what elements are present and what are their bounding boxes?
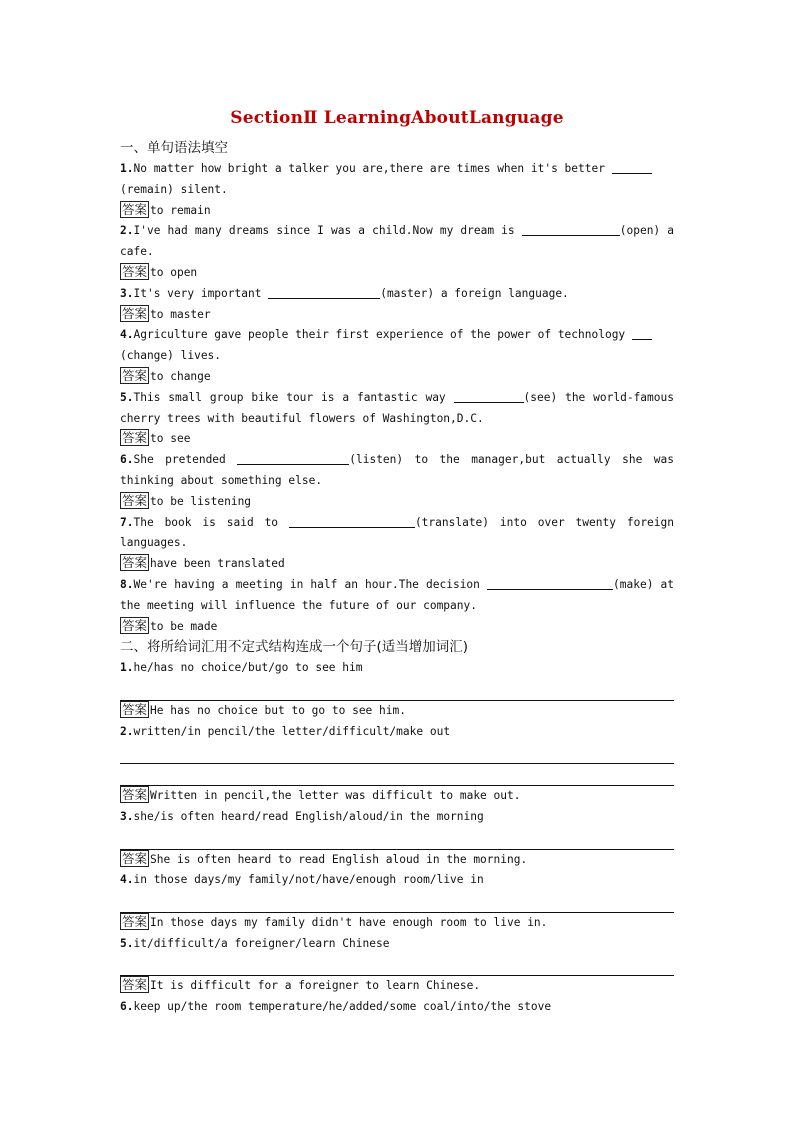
answer-row xyxy=(120,617,674,638)
answer-tag: 答案 xyxy=(122,492,148,508)
answer-text: She is often heard to read English aloud in the morning. xyxy=(150,852,528,866)
answer-tag: 答案 xyxy=(122,555,148,571)
answer-blank xyxy=(487,577,613,590)
answer-row xyxy=(120,913,674,934)
question-item xyxy=(120,450,674,492)
writing-line xyxy=(120,891,674,913)
question-item xyxy=(120,997,674,1018)
writing-line xyxy=(120,764,674,786)
answer-tag: 答案 xyxy=(122,367,148,383)
question-text: (remain) silent. xyxy=(120,182,228,196)
writing-line xyxy=(120,828,674,850)
answer-tag: 答案 xyxy=(122,977,148,993)
writing-line xyxy=(120,743,674,765)
answer-tag: 答案 xyxy=(122,787,148,803)
answer-text: He has no choice but to go to see him. xyxy=(150,703,406,717)
question-text: We're having a meeting in half an hour.The decision xyxy=(133,577,488,591)
answer-text: to be made xyxy=(150,619,218,633)
question-text: She pretended xyxy=(133,453,238,467)
answer-row xyxy=(120,786,674,807)
question-number: 8. xyxy=(120,577,134,591)
question-item xyxy=(120,159,674,201)
answer-text: to open xyxy=(150,265,198,279)
answer-blank xyxy=(522,223,620,236)
answer-text: Written in pencil,the letter was difficult to make out. xyxy=(150,789,521,803)
answer-text: to master xyxy=(150,307,211,321)
question-text: I've had many dreams since I was a child.Now my dream is xyxy=(133,224,522,238)
question-item xyxy=(120,870,674,891)
question-text: Agriculture gave people their first experience of the power of technology xyxy=(133,328,632,342)
question-text: (translate) into over twenty foreign languages. xyxy=(120,515,674,550)
question-number: 1. xyxy=(120,162,134,175)
question-item xyxy=(120,221,674,263)
answer-row xyxy=(120,429,674,450)
answer-row xyxy=(120,554,674,575)
answer-blank xyxy=(612,161,652,174)
answer-blank xyxy=(632,327,652,340)
answer-row xyxy=(120,701,674,722)
question-number: 6. xyxy=(120,453,134,467)
answer-text: It is difficult for a foreigner to learn Chinese. xyxy=(150,979,481,993)
answer-row xyxy=(120,850,674,871)
answer-row xyxy=(120,492,674,513)
answer-tag: 答案 xyxy=(122,913,148,929)
question-number: 1. xyxy=(120,661,134,675)
answer-row xyxy=(120,305,674,326)
question-item xyxy=(120,658,674,679)
question-item xyxy=(120,284,674,305)
question-item xyxy=(120,807,674,828)
question-text: (listen) to the manager,but actually she was thinking about something else. xyxy=(120,453,674,487)
question-item xyxy=(120,513,674,555)
question-number: 7. xyxy=(120,515,134,529)
answer-row xyxy=(120,263,674,284)
question-number: 5. xyxy=(120,936,134,950)
document-body xyxy=(120,138,674,1018)
answer-tag: 答案 xyxy=(122,263,148,279)
question-text: (make) at the meeting will influence the future of our company. xyxy=(120,577,674,612)
question-item xyxy=(120,325,674,367)
answer-blank xyxy=(268,286,380,299)
writing-line xyxy=(120,954,674,976)
answer-blank xyxy=(454,390,524,403)
question-text: It's very important xyxy=(133,286,269,300)
answer-row xyxy=(120,976,674,997)
answer-tag: 答案 xyxy=(122,850,148,866)
answer-text: to remain xyxy=(150,203,211,217)
answer-tag: 答案 xyxy=(122,701,148,717)
question-item xyxy=(120,934,674,955)
question-text: (open) a cafe. xyxy=(120,224,674,259)
answer-tag: 答案 xyxy=(122,430,148,446)
answer-text: In those days my family didn't have enough room to live in. xyxy=(150,915,548,929)
question-text: (change) lives. xyxy=(120,349,222,363)
answer-blank xyxy=(237,452,349,465)
section-heading-fill-in: 一、单句语法填空 xyxy=(120,140,228,156)
answer-tag: 答案 xyxy=(122,617,148,633)
answer-blank xyxy=(289,515,415,528)
question-text: (see) the world-famous cherry trees with beautiful flowers of Washington,D.C. xyxy=(120,390,674,425)
page-title: SectionⅡ LearningAboutLanguage xyxy=(230,108,564,128)
answer-row xyxy=(120,201,674,222)
answer-row xyxy=(120,367,674,388)
answer-text: have been translated xyxy=(150,557,285,571)
answer-text: to change xyxy=(150,369,211,383)
question-number: 2. xyxy=(120,724,134,738)
question-number: 5. xyxy=(120,390,134,404)
question-text: The book is said to xyxy=(133,515,289,529)
question-prompt: it/difficult/a foreigner/learn Chinese xyxy=(133,936,390,950)
question-prompt: keep up/the room temperature/he/added/some coal/into/the stove xyxy=(133,1000,552,1014)
question-prompt: he/has no choice/but/go to see him xyxy=(133,661,363,675)
question-prompt: in those days/my family/not/have/enough room/live in xyxy=(133,873,484,887)
question-number: 4. xyxy=(120,873,134,887)
question-number: 4. xyxy=(120,328,134,342)
question-text: (master) a foreign language. xyxy=(380,286,569,300)
question-item xyxy=(120,388,674,430)
answer-tag: 答案 xyxy=(122,305,148,321)
writing-line xyxy=(120,679,674,701)
answer-text: to be listening xyxy=(150,494,252,508)
question-number: 3. xyxy=(120,809,134,823)
question-number: 3. xyxy=(120,286,134,300)
question-text: No matter how bright a talker you are,there are times when it's better xyxy=(133,162,612,175)
answer-tag: 答案 xyxy=(122,201,148,217)
question-prompt: she/is often heard/read English/aloud/in the morning xyxy=(133,809,484,823)
section-heading-combine: 二、将所给词汇用不定式结构连成一个句子(适当增加词汇) xyxy=(120,639,469,656)
question-item xyxy=(120,722,674,743)
question-number: 6. xyxy=(120,1000,134,1014)
question-text: This small group bike tour is a fantastic way xyxy=(133,390,454,404)
answer-text: to see xyxy=(150,432,191,446)
question-prompt: written/in pencil/the letter/difficult/make out xyxy=(133,724,451,738)
question-item xyxy=(120,575,674,617)
question-number: 2. xyxy=(120,224,134,238)
